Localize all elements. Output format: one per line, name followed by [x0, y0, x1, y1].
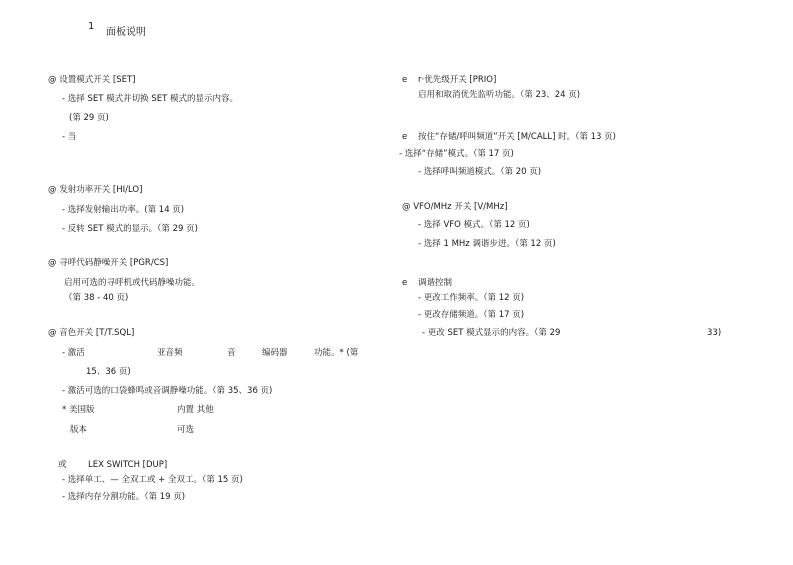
set-switch-heading: @ 设置模式开关 [SET] [48, 75, 136, 85]
set-switch-line-2: (第 29 页) [69, 113, 109, 123]
tuning-control-line-2: - 更改存储频道。（第 17 页) [418, 310, 525, 320]
tone-switch-line-1e: 功能。* (第 [314, 348, 359, 358]
tone-switch-heading: @ 音色开关 [T/T.SQL] [48, 328, 135, 338]
pgr-switch-line-2: （第 38 - 40 页) [64, 293, 129, 303]
set-switch-line-1: - 选择 SET 模式并切换 SET 模式的显示内容。 [62, 94, 238, 104]
pgr-switch-heading: @ 寻呼代码静噪开关 [PGR/CS] [48, 258, 169, 268]
hilo-switch-heading: @ 发射功率开关 [HI/LO] [48, 185, 143, 195]
vfo-switch-heading: @ VFO/MHz 开关 [V/MHz] [402, 202, 508, 212]
mcall-switch-line-1: - 选择“存储”模式。（第 17 页) [399, 149, 514, 159]
tone-switch-line-1d: 编码器 [262, 348, 288, 358]
tone-note-builtin: 内置 其他 [177, 405, 214, 415]
tuning-control-bullet: e [402, 278, 408, 288]
tone-switch-line-1b: 亚音频 [157, 348, 183, 358]
mcall-switch-bullet: e [402, 132, 408, 142]
priority-switch-bullet: e [402, 75, 408, 85]
duplex-switch-line-2: - 选择内存分割功能。（第 19 页) [62, 492, 186, 502]
hilo-switch-line-2: - 反转 SET 模式的显示。（第 29 页) [62, 224, 198, 234]
tone-switch-line-3: - 激活可选的口袋蜂鸣或音调静噪功能。（第 35、36 页) [62, 386, 273, 396]
tuning-control-heading: 调谐控制 [418, 278, 453, 288]
section-number: 1 [88, 21, 95, 32]
mcall-switch-line-2: - 选择呼叫频道模式。（第 20 页) [418, 167, 542, 177]
tone-switch-line-2: 15、36 页) [86, 367, 131, 377]
tone-note-optional: 可选 [177, 425, 195, 435]
set-switch-line-3: - 当 [62, 132, 77, 142]
duplex-switch-heading: LEX SWITCH [DUP] [88, 460, 168, 470]
tuning-control-line-1: - 更改工作频率。（第 12 页) [418, 293, 525, 303]
hilo-switch-line-1: - 选择发射输出功率。(第 14 页) [62, 205, 185, 215]
tuning-control-line-3: - 更改 SET 模式显示的内容。（第 29 [422, 328, 561, 338]
tone-note-usa: * 美国版 [62, 405, 95, 415]
mcall-switch-heading: 按住“存储/呼叫频道”开关 [M/CALL] 时。（第 13 页) [418, 132, 616, 142]
priority-switch-heading: r·优先级开关 [PRIO] [418, 75, 497, 85]
vfo-switch-line-1: - 选择 VFO 模式。（第 12 页) [418, 220, 530, 230]
pgr-switch-line-1: 启用可选的寻呼机或代码静噪功能。 [64, 278, 201, 288]
vfo-switch-line-2: - 选择 1 MHz 调谐步进。（第 12 页) [418, 239, 556, 249]
duplex-switch-line-1: - 选择单工、— 全双工或 + 全双工。（第 15 页) [62, 475, 243, 485]
tone-switch-line-1c: 音 [227, 348, 236, 358]
tone-switch-line-1a: - 激活 [62, 348, 85, 358]
page-title: 面板说明 [106, 27, 146, 38]
duplex-switch-heading-prefix: 或 [58, 460, 67, 470]
tone-note-version: 版本 [70, 425, 88, 435]
tuning-control-line-3-end: 33) [707, 328, 722, 338]
priority-switch-line-1: 启用和取消优先监听功能。（第 23、24 页) [418, 90, 581, 100]
